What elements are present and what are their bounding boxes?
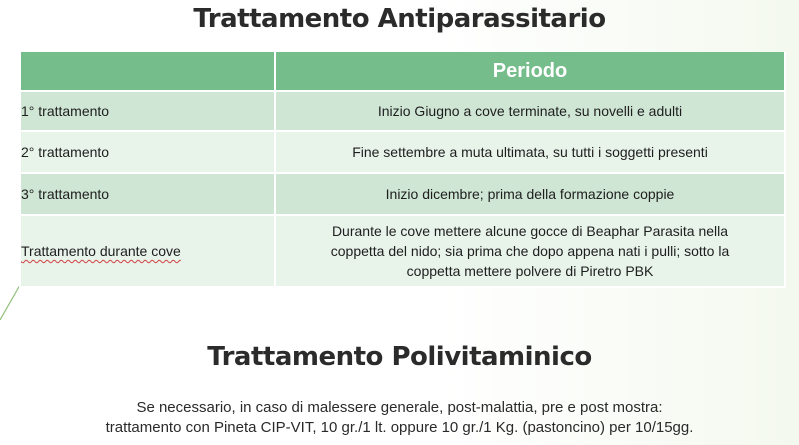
- table-row: [20, 131, 785, 173]
- section-title: Trattamento Polivitaminico: [207, 342, 592, 372]
- period-line: coppetta del nido; sia prima che dopo appena nati i pulli; sotto la: [330, 243, 730, 259]
- period-line: coppetta mettere polvere di Piretro PBK: [406, 263, 654, 279]
- treatment-period: Inizio Giugno a cove terminate, su novelli e adulti: [275, 91, 785, 131]
- treatment-name: 3° trattamento: [20, 173, 275, 215]
- period-line: Durante le cove mettere alcune gocce di Beaphar Parasita nella: [331, 223, 729, 239]
- treatment-period: Fine settembre a muta ultimata, su tutti i soggetti presenti: [275, 131, 785, 173]
- treatment-table: [19, 52, 786, 288]
- poly-text-line-2: trattamento con Pineta CIP-VIT, 10 gr./1 lt. oppure 10 gr./1 Kg. (pastoncino) per 10/15gg.: [105, 419, 694, 436]
- treatment-name: [20, 215, 275, 287]
- table-row: [20, 173, 785, 215]
- treatment-name-text: Trattamento durante cove: [21, 243, 181, 259]
- poly-text-line-1: Se necessario, in caso di malessere generale, post-malattia, pre e post mostra:: [136, 399, 663, 416]
- header-cell-empty: [20, 52, 275, 91]
- treatment-name: 2° trattamento: [20, 131, 275, 173]
- treatment-period: [275, 215, 785, 287]
- treatment-period: Inizio dicembre; prima della formazione coppie: [275, 173, 785, 215]
- table-row: [20, 215, 785, 287]
- header-cell-period: Periodo: [275, 52, 785, 91]
- table-header-row: [20, 52, 785, 91]
- page-title: Trattamento Antiparassitario: [193, 4, 606, 34]
- table-row: [20, 91, 785, 131]
- treatment-name: 1° trattamento: [20, 91, 275, 131]
